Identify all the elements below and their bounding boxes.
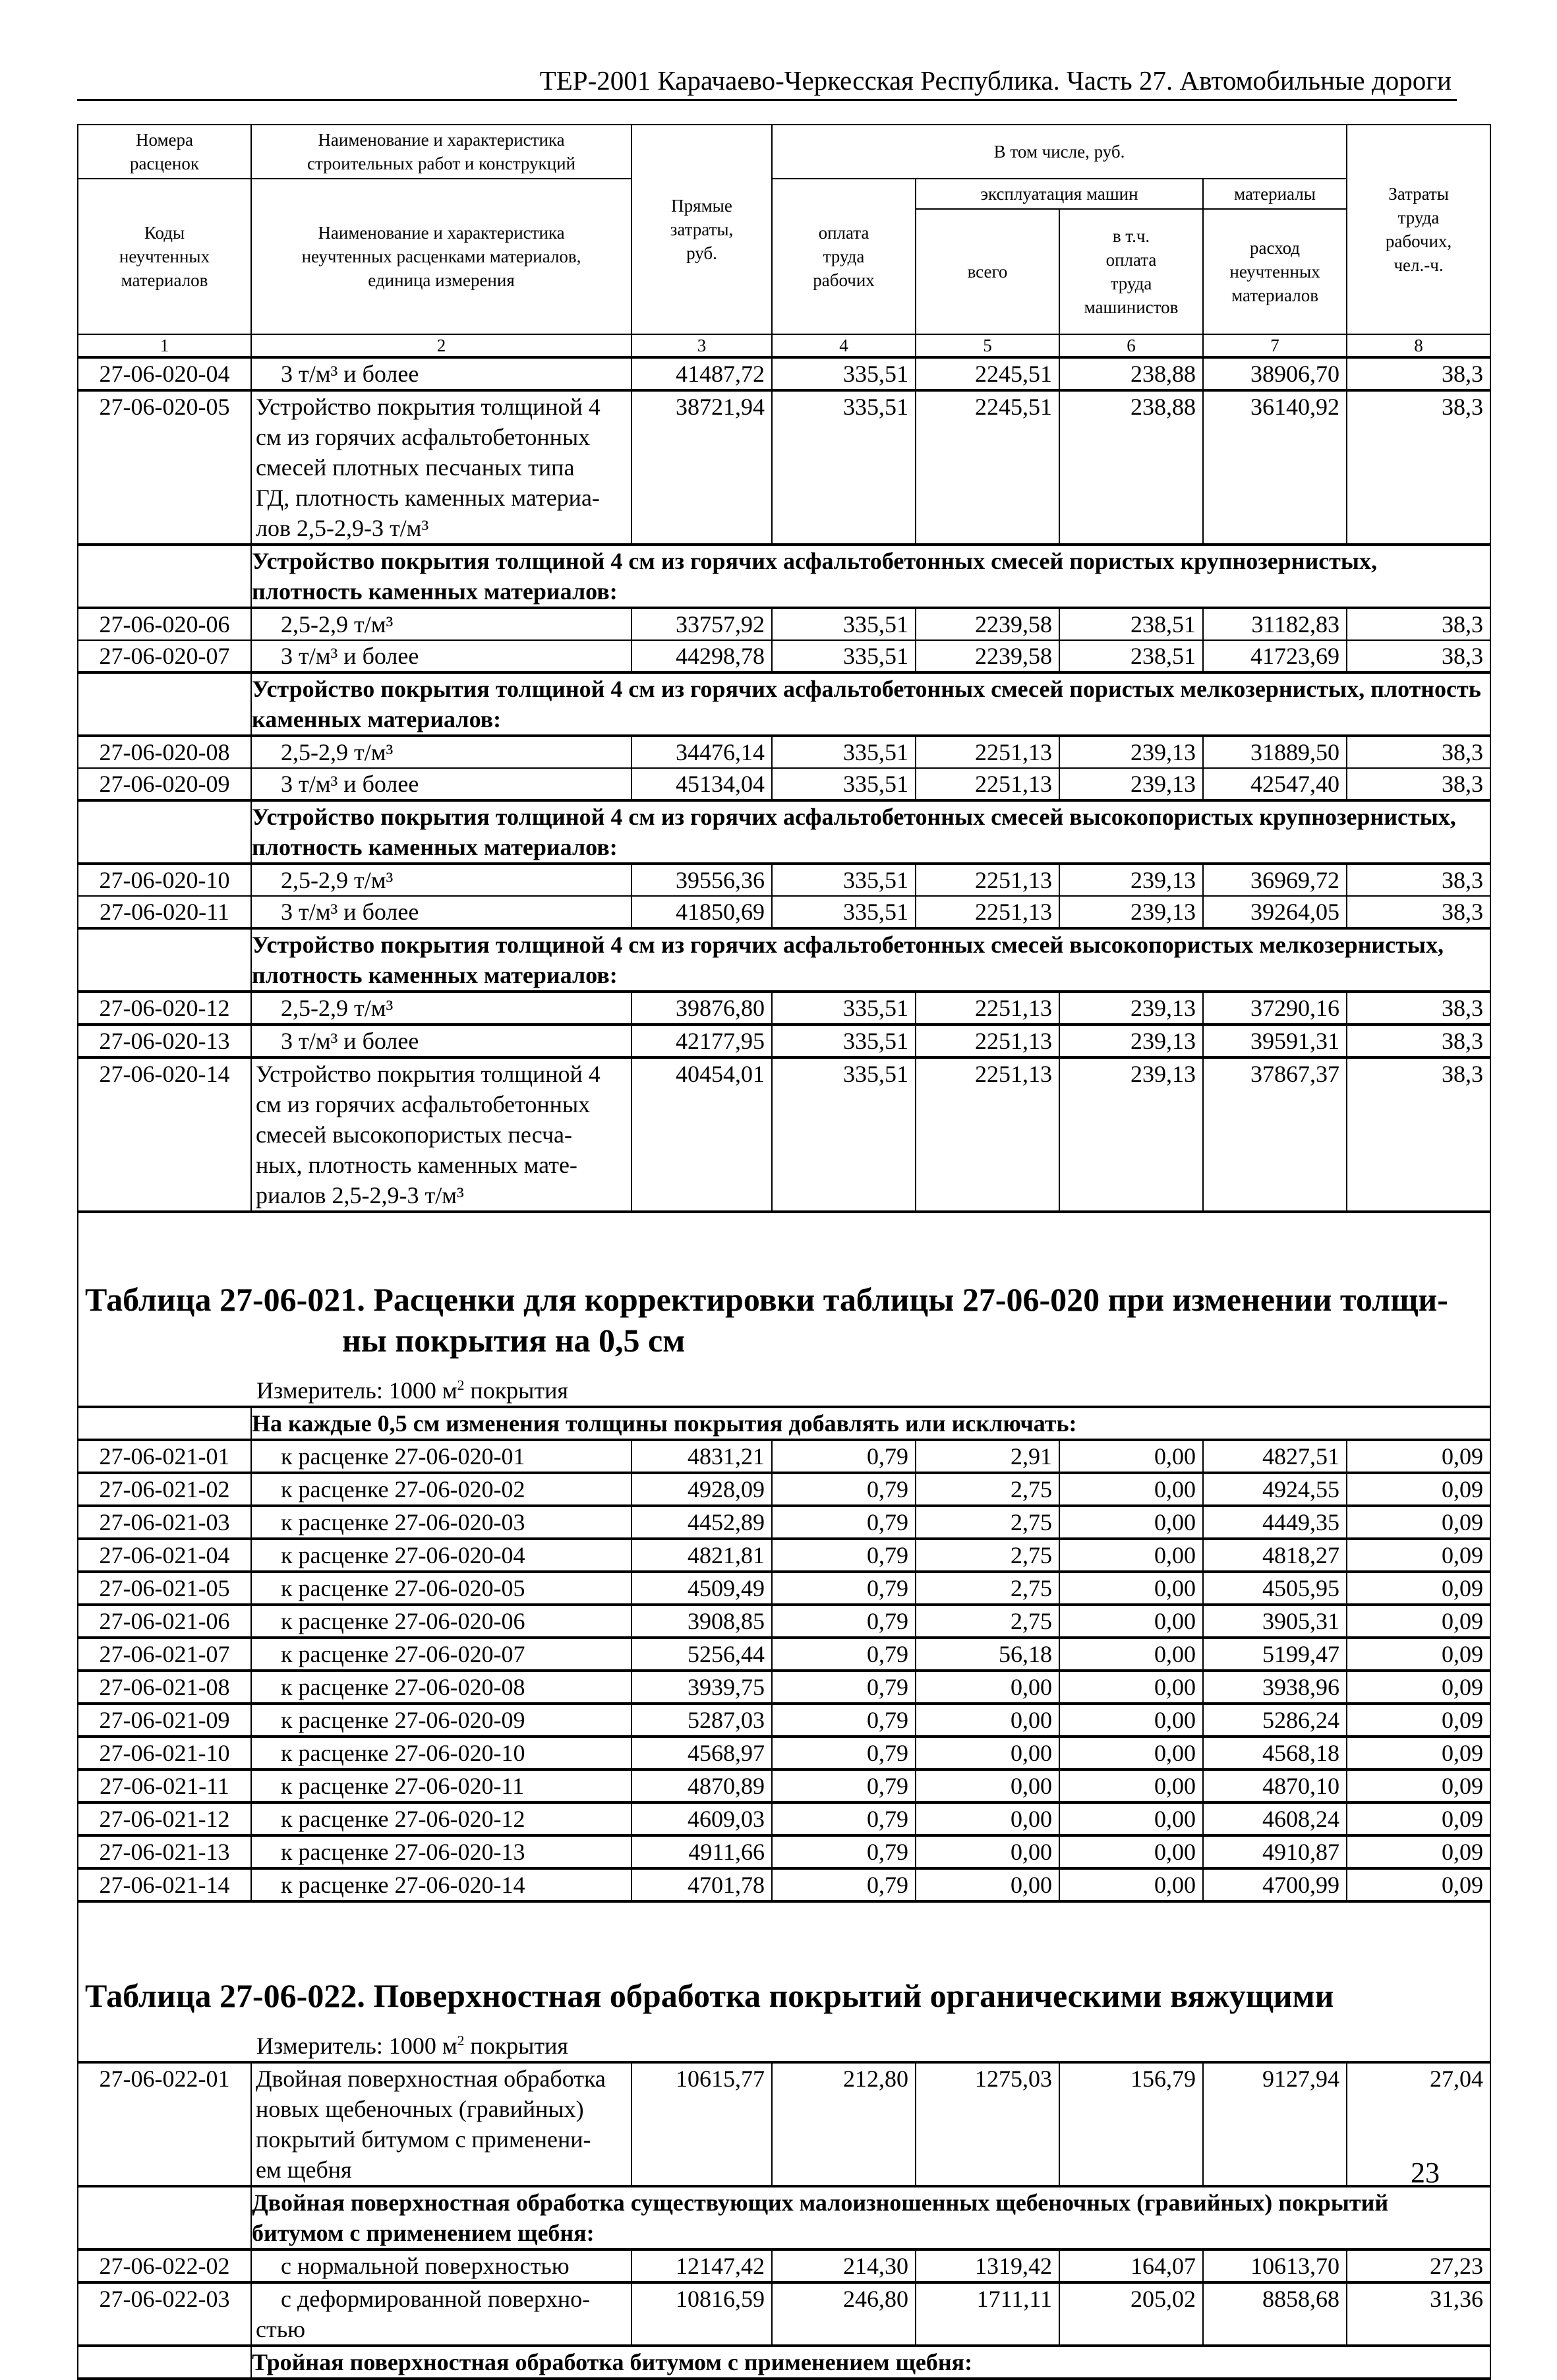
header-rate-numbers: Номера расценок	[78, 125, 251, 179]
section-title: Двойная поверхностная обработка существующих малоизношенных щебеночных (гравийных) покрытий битумом с применением щебня:	[251, 2186, 1490, 2249]
section-row	[78, 1407, 1490, 1440]
header-rule	[77, 99, 1457, 101]
section-title: Устройство покрытия толщиной 4 см из горячих асфальтобетонных смесей пористых крупнозернистых, плотность каменных материалов:	[251, 545, 1490, 608]
section-row	[78, 672, 1490, 736]
rates-table	[77, 124, 1491, 2380]
table-022-unit-row	[78, 2016, 1490, 2062]
column-numbers-row: 1 2 3 4 5 6 7 8	[78, 334, 1490, 357]
header-machine-operation: эксплуатация машин	[916, 179, 1203, 209]
table-021-unit-row	[78, 1361, 1490, 1407]
table-row: 27-06-020-06 2,5-2,9 т/м³ 33757,92 335,51 2239,58 238,51 31182,83 38,3	[78, 608, 1490, 640]
table-row: 27-06-020-09 3 т/м³ и более 45134,04 335,51 2251,13 239,13 42547,40 38,3	[78, 768, 1490, 800]
table-row: 27-06-021-04 к расценке 27-06-020-04 4821,81 0,79 2,75 0,00 4818,27 0,09	[78, 1539, 1490, 1572]
table-row: 27-06-020-11 3 т/м³ и более 41850,69 335,51 2251,13 239,13 39264,05 38,3	[78, 896, 1490, 928]
header-work-name: Наименование и характеристика строительных работ и конструкций	[251, 125, 632, 179]
table-row: 27-06-020-04 3 т/м³ и более 41487,72 335,51 2245,51 238,88 38906,70 38,3	[78, 357, 1490, 390]
section-title: Тройная поверхностная обработка битумом с применением щебня:	[251, 2346, 1490, 2379]
table-row: 27-06-021-06 к расценке 27-06-020-06 3908,85 0,79 2,75 0,00 3905,31 0,09	[78, 1605, 1490, 1638]
unit-label: Измеритель: 1000 $м^2$ покрытия	[78, 2016, 1490, 2062]
table-row: 27-06-021-05 к расценке 27-06-020-05 4509,49 0,79 2,75 0,00 4505,95 0,09	[78, 1572, 1490, 1605]
table-row: 27-06-020-10 2,5-2,9 т/м³ 39556,36 335,51 2251,13 239,13 36969,72 38,3	[78, 864, 1490, 896]
table-row: 27-06-020-08 2,5-2,9 т/м³ 34476,14 335,51 2251,13 239,13 31889,50 38,3	[78, 736, 1490, 768]
header-row-2	[78, 179, 1490, 209]
table-row: 27-06-021-07 к расценке 27-06-020-07 5256,44 0,79 56,18 0,00 5199,47 0,09	[78, 1638, 1490, 1671]
page-header: ТЕР-2001 Карачаево-Черкесская Республика. Часть 27. Автомобильные дороги	[539, 65, 1452, 96]
header-machines-total: всего	[916, 209, 1059, 334]
table-row: 27-06-021-02 к расценке 27-06-020-02 4928,09 0,79 2,75 0,00 4924,55 0,09	[78, 1473, 1490, 1506]
header-material-consumption: расход неучтенных материалов	[1203, 209, 1347, 334]
table-022-caption: Таблица 27-06-022. Поверхностная обработка покрытий органическими вяжущими	[78, 1901, 1490, 2016]
table-row: 27-06-021-03 к расценке 27-06-020-03 4452,89 0,79 2,75 0,00 4449,35 0,09	[78, 1506, 1490, 1539]
table-021-caption: Таблица 27-06-021. Расценки для корректировки таблицы 27-06-020 при изменении толщи- ны покрытия на 0,5 см	[78, 1212, 1490, 1361]
table-row: 27-06-022-02 с нормальной поверхностью 12147,42 214,30 1319,42 164,07 10613,70 27,23	[78, 2249, 1490, 2282]
table-row: 27-06-021-01 к расценке 27-06-020-01 4831,21 0,79 2,91 0,00 4827,51 0,09	[78, 1440, 1490, 1473]
table-022-caption-row	[78, 1901, 1490, 2016]
table-row: 27-06-020-12 2,5-2,9 т/м³ 39876,80 335,51 2251,13 239,13 37290,16 38,3	[78, 992, 1490, 1025]
table-row: 27-06-021-08 к расценке 27-06-020-08 3939,75 0,79 0,00 0,00 3938,96 0,09	[78, 1671, 1490, 1704]
header-operator-wages: в т.ч. оплата труда машинистов	[1059, 209, 1203, 334]
table-row: 27-06-020-07 3 т/м³ и более 44298,78 335,51 2239,58 238,51 41723,69 38,3	[78, 640, 1490, 672]
header-including: В том числе, руб.	[772, 125, 1347, 179]
table-row: 27-06-020-05 Устройство покрытия толщиной 4 см из горячих асфальтобетонных смесей плотных песчаных типа ГД, плотность каменных материа- лов 2,5-2,9-3 т/м³ 38721,94 335,51 2245,51 238,88 36140,92 38,3	[78, 390, 1490, 545]
header-worker-wages: оплата труда рабочих	[772, 179, 916, 334]
table-row: 27-06-020-13 3 т/м³ и более 42177,95 335,51 2251,13 239,13 39591,31 38,3	[78, 1025, 1490, 1057]
section-row	[78, 2346, 1490, 2379]
section-row	[78, 2186, 1490, 2249]
table-row: 27-06-021-11 к расценке 27-06-020-11 4870,89 0,79 0,00 0,00 4870,10 0,09	[78, 1770, 1490, 1802]
table-row: 27-06-021-12 к расценке 27-06-020-12 4609,03 0,79 0,00 0,00 4608,24 0,09	[78, 1802, 1490, 1835]
header-material-codes: Коды неучтенных материалов	[78, 179, 251, 334]
header-materials: материалы	[1203, 179, 1347, 209]
section-row	[78, 800, 1490, 864]
section-title: Устройство покрытия толщиной 4 см из горячих асфальтобетонных смесей пористых мелкозернистых, плотность каменных материалов:	[251, 672, 1490, 736]
section-row	[78, 928, 1490, 992]
table-row: 27-06-021-09 к расценке 27-06-020-09 5287,03 0,79 0,00 0,00 5286,24 0,09	[78, 1704, 1490, 1737]
unit-label: Измеритель: 1000 $м^2$ покрытия	[78, 1361, 1490, 1407]
table-row: 27-06-021-13 к расценке 27-06-020-13 4911,66 0,79 0,00 0,00 4910,87 0,09	[78, 1835, 1490, 1868]
table-021-caption-row	[78, 1212, 1490, 1361]
header-row-1	[78, 125, 1490, 179]
section-row	[78, 545, 1490, 608]
section-title: Устройство покрытия толщиной 4 см из горячих асфальтобетонных смесей высокопористых мелкозернистых, плотность каменных материалов:	[251, 928, 1490, 992]
section-title: Устройство покрытия толщиной 4 см из горячих асфальтобетонных смесей высокопористых крупнозернистых, плотность каменных материалов:	[251, 800, 1490, 864]
table-row: 27-06-020-14 Устройство покрытия толщиной 4 см из горячих асфальтобетонных смесей высокопористых песча- ных, плотность каменных мате- риалов 2,5-2,9-3 т/м³ 40454,01 335,51 2251,13 239,13 37867,37 38,3	[78, 1057, 1490, 1212]
page-number: 23	[1411, 2157, 1440, 2189]
table-row: 27-06-021-14 к расценке 27-06-020-14 4701,78 0,79 0,00 0,00 4700,99 0,09	[78, 1868, 1490, 1901]
table-row: 27-06-022-03 с деформированной поверхно- стью 10816,59 246,80 1711,11 205,02 8858,68 31,36	[78, 2282, 1490, 2346]
table-row: 27-06-022-01 Двойная поверхностная обработка новых щебеночных (гравийных) покрытий битумом с применени- ем щебня 10615,77 212,80 1275,03 156,79 9127,94 27,04	[78, 2062, 1490, 2186]
section-title: На каждые 0,5 см изменения толщины покрытия добавлять или исключать:	[251, 1407, 1490, 1440]
header-direct-costs: Прямые затраты, руб.	[632, 125, 772, 334]
table-row: 27-06-021-10 к расценке 27-06-020-10 4568,97 0,79 0,00 0,00 4568,18 0,09	[78, 1737, 1490, 1770]
header-material-name: Наименование и характеристика неучтенных расценками материалов, единица измерения	[251, 179, 632, 334]
header-labor-hours: Затраты труда рабочих, чел.-ч.	[1347, 125, 1490, 334]
